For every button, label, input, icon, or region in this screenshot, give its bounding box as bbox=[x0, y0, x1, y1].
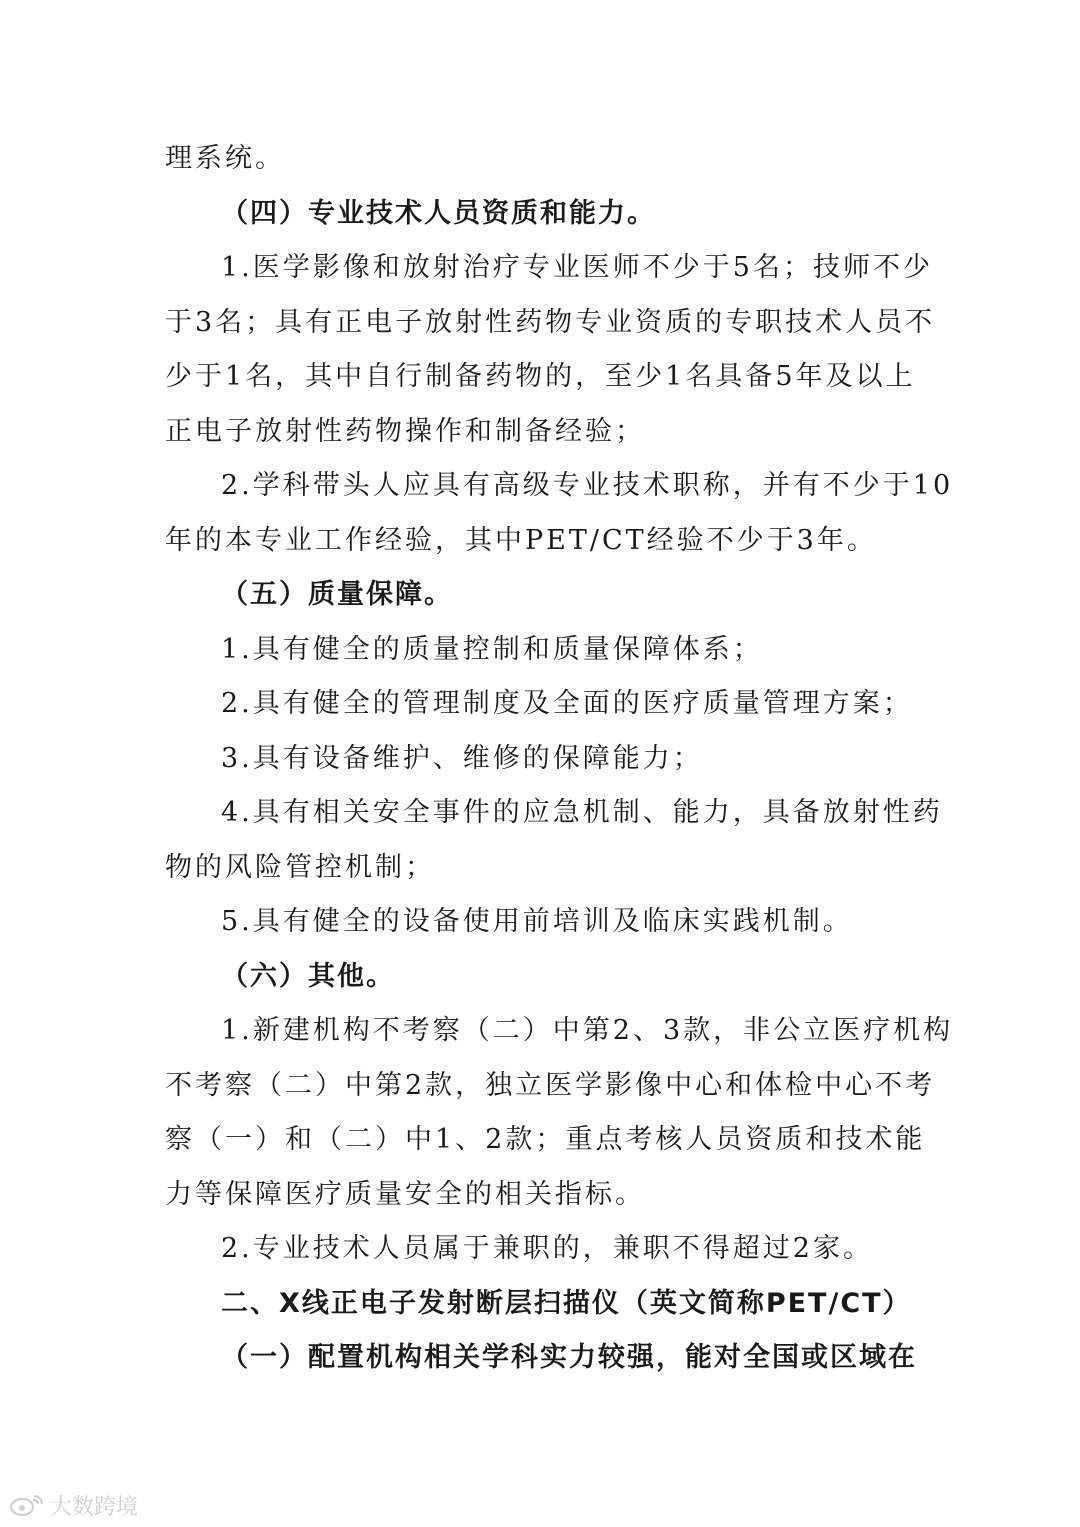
paragraph-line: 1.新建机构不考察（二）中第2、3款，非公立医疗机构 bbox=[221, 1015, 954, 1046]
weibo-logo-icon bbox=[8, 1492, 46, 1518]
paragraph-line: 2.具有健全的管理制度及全面的医疗质量管理方案； bbox=[221, 688, 913, 719]
paragraph-line: 2.专业技术人员属于兼职的，兼职不得超过2家。 bbox=[221, 1233, 873, 1264]
paragraph-line: 5.具有健全的设备使用前培训及临床实践机制。 bbox=[221, 906, 853, 937]
paragraph-line: 不考察（二）中第2款，独立医学影像中心和体检中心不考 bbox=[165, 1069, 936, 1101]
paragraph-line: 1.医学影像和放射治疗专业医师不少于5名；技师不少 bbox=[221, 252, 933, 283]
paragraph-line: 力等保障医疗质量安全的相关指标。 bbox=[165, 1178, 645, 1210]
watermark-text: 大数跨境 bbox=[50, 1494, 139, 1520]
paragraph-line: 于3名；具有正电子放射性药物专业资质的专职技术人员不 bbox=[165, 306, 936, 338]
paragraph-line: 年的本专业工作经验，其中PET/CT经验不少于3年。 bbox=[165, 524, 877, 556]
paragraph-line: 1.具有健全的质量控制和质量保障体系； bbox=[221, 633, 763, 665]
paragraph-line: 物的风险管控机制； bbox=[165, 851, 435, 883]
section-heading: （一）配置机构相关学科实力较强，能对全国或区域在 bbox=[221, 1342, 917, 1373]
paragraph-line: 少于1名，其中自行制备药物的，至少1名具备5年及以上 bbox=[165, 361, 916, 392]
document-page bbox=[165, 132, 954, 1386]
section-heading: （六）其他。 bbox=[221, 960, 395, 992]
paragraph-line: 2.学科带头人应具有高级专业技术职称，并有不少于10 bbox=[221, 470, 954, 501]
section-heading: （五）质量保障。 bbox=[221, 579, 453, 610]
section-heading: （四）专业技术人员资质和能力。 bbox=[221, 197, 656, 229]
paragraph-line: 4.具有相关安全事件的应急机制、能力，具备放射性药 bbox=[221, 797, 943, 828]
paragraph-line: 3.具有设备维护、维修的保障能力； bbox=[221, 742, 703, 774]
paragraph-line: 正电子放射性药物操作和制备经验； bbox=[165, 415, 645, 447]
paragraph-line: 理系统。 bbox=[165, 143, 285, 174]
section-heading: 二、X线正电子发射断层扫描仪（英文简称PET/CT） bbox=[221, 1287, 912, 1319]
paragraph-line: 察（一）和（二）中1、2款；重点考核人员资质和技术能 bbox=[165, 1124, 926, 1155]
watermark bbox=[8, 1488, 138, 1522]
